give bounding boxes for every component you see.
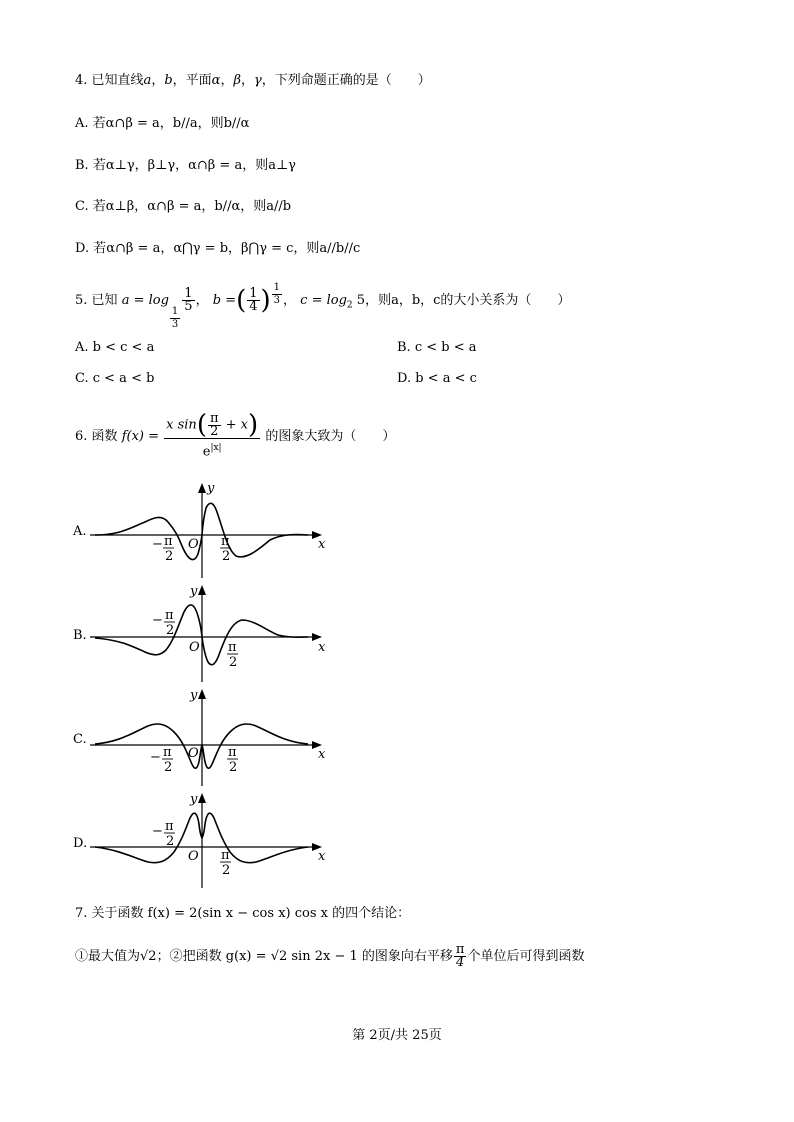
q5-log-base <box>170 306 180 331</box>
graph-a-x-label: x <box>318 537 326 552</box>
q7-line2 <box>75 940 584 974</box>
q7-g-expr: √2 sin 2x − 1 <box>270 949 358 964</box>
graph-a-origin: O <box>188 537 199 552</box>
q6-den-e: e <box>202 444 211 460</box>
q7-line2-d: 个单位后可得到函数 <box>467 949 585 964</box>
q4-tail: ，下列命题正确的是（ ） <box>261 73 431 88</box>
graph-c-svg <box>90 686 330 786</box>
q4-stem-text: 4. 已知直线 <box>75 73 144 88</box>
q5-b-frac <box>247 288 259 313</box>
q5-option-c[interactable]: C. c < a < b <box>75 371 155 386</box>
graph-d-y-label: y <box>190 792 198 807</box>
q4-sep: ， <box>151 73 165 88</box>
q5-a-expr: a = log <box>121 293 169 308</box>
q5-option-a[interactable]: A. b < c < a <box>75 340 155 355</box>
q6-option-b-label[interactable]: B. <box>73 628 87 643</box>
graph-b-y-arrow <box>198 585 206 595</box>
q4-var-beta: β <box>233 73 241 88</box>
graph-a-svg <box>90 478 330 578</box>
q5-log-base-den: 3 <box>171 319 179 330</box>
graph-a-tick-two: 2 <box>222 549 231 564</box>
q4-var-gamma: γ <box>254 73 262 88</box>
graph-a-y-label: y <box>207 481 215 496</box>
graph-a-tick-pi: π <box>221 534 230 549</box>
q6-stem-text: 6. 函数 <box>75 429 118 445</box>
q6-num-pre: x sin <box>166 417 197 433</box>
q6-numerator <box>164 412 260 439</box>
q4-var-a: a <box>143 73 152 88</box>
q7-sqrt2: √2 <box>140 949 157 964</box>
q5-b-frac-num: 1 <box>249 286 258 301</box>
q4-var-b: b <box>164 73 173 88</box>
q6-graph-d[interactable] <box>90 790 330 890</box>
q6-option-a-label[interactable]: A. <box>73 524 87 539</box>
graph-d-y-arrow <box>198 793 206 803</box>
q7-line2-c: 的图象向右平移 <box>361 949 453 964</box>
q6-stem <box>75 412 395 462</box>
graph-b-tick-neg-pi: π <box>165 608 174 623</box>
graph-b-origin: O <box>189 640 200 655</box>
q4-var-alpha: α <box>211 73 221 88</box>
graph-b-tick-neg-two: 2 <box>166 623 175 638</box>
q5-b-exp-num: 1 <box>273 282 281 293</box>
page-footer: 第 2页/共 25页 <box>352 1028 442 1043</box>
q6-two: 2 <box>210 423 219 439</box>
q5-b-exp-den: 3 <box>273 295 281 306</box>
graph-c-y-label: y <box>190 688 198 703</box>
q6-fx: f(x) = <box>121 429 159 445</box>
graph-c-tick-neg-two: 2 <box>164 760 173 775</box>
graph-c-tick-neg-pi: π <box>163 745 172 760</box>
q7-shift-num: π <box>455 942 465 957</box>
graph-b-tick-pi: π <box>228 640 237 655</box>
graph-d-tick-pi: π <box>221 848 230 863</box>
q5-stem-text: 5. 已知 <box>75 293 118 308</box>
q4-plane-word: ，平面 <box>172 73 212 88</box>
graph-a-y-arrow <box>198 483 206 493</box>
q4-option-d[interactable]: D. 若α∩β = a，α⋂γ = b，β⋂γ = c，则a//b//c <box>75 241 361 256</box>
graph-c-neg-sign: − <box>150 750 161 765</box>
graph-c-origin: O <box>188 746 199 761</box>
q6-graph-c[interactable] <box>90 686 330 786</box>
q7-line2-a: ①最大值为 <box>75 949 141 964</box>
graph-d-tick-two: 2 <box>222 863 231 878</box>
q7-line2-b: ；②把函数 g(x) = <box>156 949 267 964</box>
q4-stem <box>75 72 431 90</box>
q5-b-frac-den: 4 <box>249 299 258 314</box>
q7-shift-den: 4 <box>456 955 465 970</box>
q6-denominator <box>201 439 224 461</box>
q5-a-frac <box>182 288 194 313</box>
q4-option-b[interactable]: B. 若α⊥γ，β⊥γ，α∩β = a，则a⊥γ <box>75 158 296 173</box>
graph-c-tick-pi: π <box>228 745 237 760</box>
q7-stem: 7. 关于函数 f(x) = 2(sin x − cos x) cos x 的四个结论： <box>75 906 411 921</box>
q5-a-frac-num: 1 <box>184 286 193 301</box>
q4-option-c[interactable]: C. 若α⊥β，α∩β = a，b//α，则a//b <box>75 199 292 214</box>
q6-pi: π <box>209 410 219 426</box>
graph-b-y-label: y <box>190 584 198 599</box>
q5-b-expr: b = <box>212 293 237 308</box>
graph-b-svg <box>90 582 330 682</box>
graph-a-tick-neg-two: 2 <box>165 549 174 564</box>
q5-c-expr: c = log <box>300 293 347 308</box>
graph-d-neg-sign: − <box>152 824 163 839</box>
q5-option-d[interactable]: D. b < a < c <box>397 371 477 386</box>
q5-b-exp <box>272 282 282 307</box>
graph-c-tick-two: 2 <box>229 760 238 775</box>
graph-a-neg-sign: − <box>152 537 163 552</box>
graph-d-svg <box>90 790 330 890</box>
q5-paren-left: ( <box>236 285 247 316</box>
q6-option-d-label[interactable]: D. <box>73 836 88 851</box>
q6-paren-left: ( <box>196 410 207 440</box>
q6-paren-right: ) <box>248 410 259 440</box>
q5-option-b[interactable]: B. c < b < a <box>397 340 477 355</box>
graph-a-tick-neg-pi: π <box>164 534 173 549</box>
graph-d-tick-neg-pi: π <box>165 819 174 834</box>
q5-c-arg: 5 <box>356 293 366 308</box>
q5-tail: ，则a，b，c的大小关系为（ ） <box>365 293 571 308</box>
q6-graph-a[interactable] <box>90 478 330 578</box>
q4-option-a[interactable]: A. 若α∩β = a，b//a，则b//α <box>75 116 250 131</box>
graph-c-x-label: x <box>318 747 326 762</box>
q6-option-c-label[interactable]: C. <box>73 732 87 747</box>
graph-d-x-label: x <box>318 849 326 864</box>
graph-b-tick-two: 2 <box>229 655 238 670</box>
graph-c-y-arrow <box>198 689 206 699</box>
q6-graph-b[interactable] <box>90 582 330 682</box>
q6-tail: 的图象大致为（ ） <box>265 429 396 445</box>
q4-sep: ， <box>220 73 234 88</box>
q5-a-frac-den: 5 <box>184 299 193 314</box>
q7-shift-frac <box>454 944 467 969</box>
graph-b-neg-sign: − <box>152 613 163 628</box>
q6-pi-over-2 <box>208 410 221 439</box>
graph-b-x-label: x <box>318 640 326 655</box>
graph-d-origin: O <box>188 849 199 864</box>
q5-paren-right: ) <box>260 285 271 316</box>
q5-c-base: 2 <box>346 300 353 311</box>
q6-main-frac <box>164 412 260 461</box>
q5-log-base-num: 1 <box>171 306 179 317</box>
q6-den-exp: |x| <box>210 443 222 453</box>
q4-sep: ， <box>240 73 254 88</box>
q6-plus-x: + x <box>225 417 249 433</box>
graph-d-tick-neg-two: 2 <box>166 834 175 849</box>
q5-stem: 5. 已知 a = log $\frac{1}{3}$ $\frac{1}{5}$ ， b =( $\frac{1}{4}$ ) $\frac{1}{3}$ ， $c = \log_2 5$，则a，b，c的大小关系为（ ） <box>75 282 571 330</box>
